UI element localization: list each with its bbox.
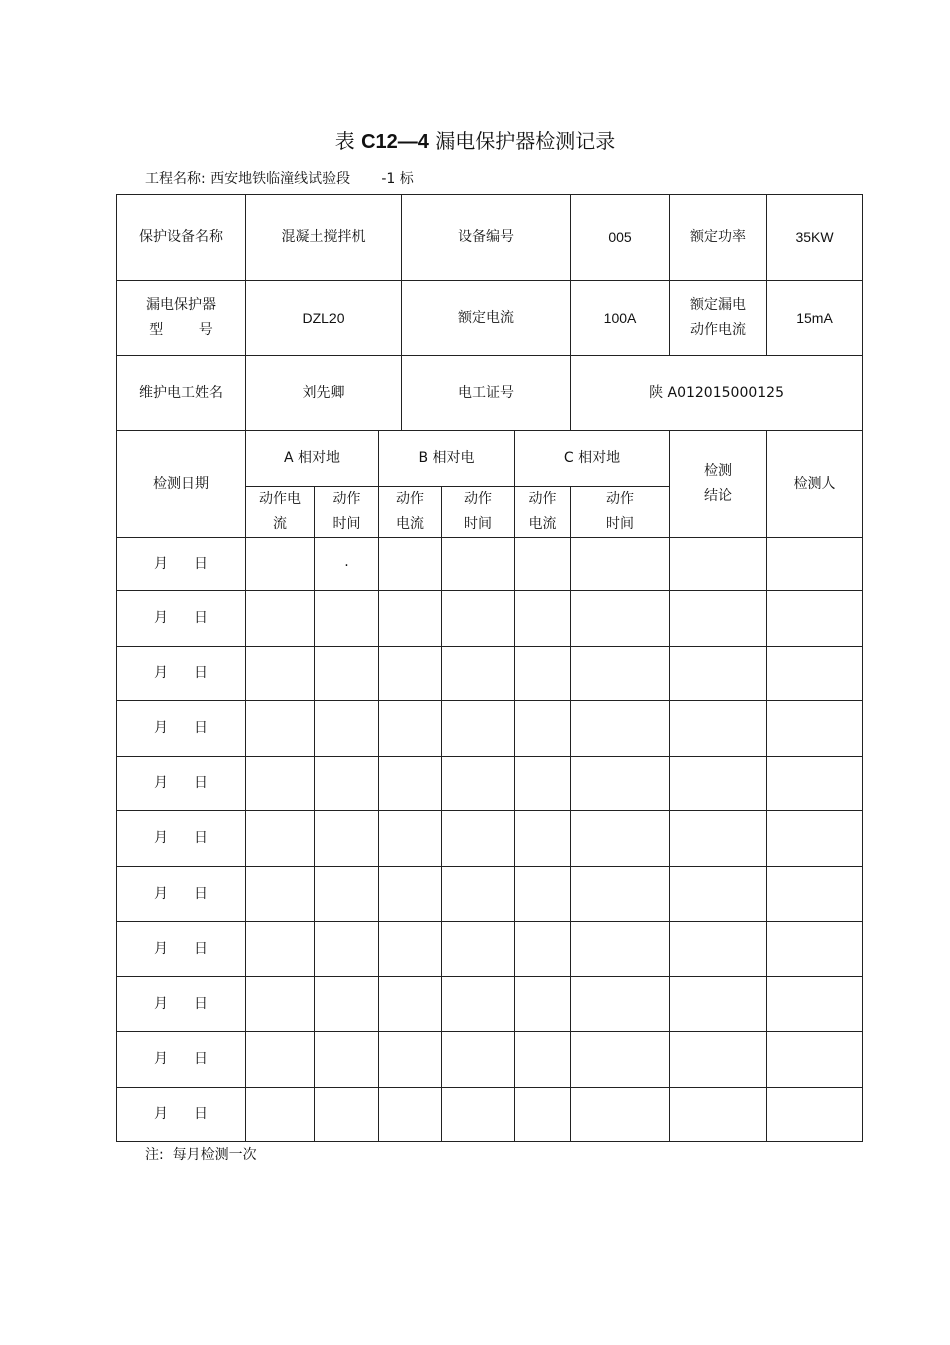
table-row: [117, 922, 863, 977]
a-time-cell[interactable]: [315, 647, 379, 701]
date-cell: [117, 538, 246, 591]
b-time-cell[interactable]: [442, 811, 515, 867]
a-current-cell[interactable]: [246, 867, 315, 922]
date-cell: [117, 922, 246, 977]
b-current-cell[interactable]: [379, 591, 442, 647]
header-phase-a: A 相对地: [246, 431, 379, 487]
day-label: 日: [194, 610, 208, 626]
result-cell[interactable]: [670, 811, 767, 867]
sub-line1: 动作电: [259, 491, 301, 507]
sub-line1: 动作: [464, 491, 493, 507]
c-time-cell[interactable]: [571, 977, 670, 1032]
inspector-cell[interactable]: [767, 538, 863, 591]
footnote: 注: 每月检测一次: [145, 1147, 257, 1163]
result-cell[interactable]: [670, 1088, 767, 1142]
a-current-cell[interactable]: [246, 977, 315, 1032]
a-time-cell[interactable]: [315, 538, 379, 591]
project-value: 西安地铁临潼线试验段: [210, 171, 351, 187]
month-label: 月: [154, 555, 168, 572]
a-time-cell[interactable]: [315, 867, 379, 922]
header-date: 检测日期: [117, 431, 246, 538]
a-current-cell[interactable]: [246, 922, 315, 977]
a-current-cell[interactable]: [246, 1032, 315, 1088]
a-time-cell[interactable]: [315, 811, 379, 867]
a-time-cell[interactable]: [315, 1088, 379, 1142]
a-current-cell[interactable]: [246, 701, 315, 757]
leak-current-label: [670, 281, 767, 356]
table-row: [117, 1032, 863, 1088]
inspector-cell[interactable]: [767, 757, 863, 811]
date-cell: [117, 757, 246, 811]
result-cell[interactable]: [670, 647, 767, 701]
month-label: 月: [154, 885, 168, 902]
c-current-cell[interactable]: [515, 1032, 571, 1088]
sub-line2: 电流: [528, 516, 557, 532]
b-current-cell[interactable]: [379, 1088, 442, 1142]
c-current-cell[interactable]: [515, 591, 571, 647]
breaker-model-label-line1: 漏电保护器: [146, 297, 216, 313]
result-cell[interactable]: [670, 922, 767, 977]
sub-line1: 动作: [396, 491, 424, 507]
sub-line1: 动作: [606, 491, 635, 507]
header-sub-a-time: [315, 487, 379, 538]
table-row: [117, 811, 863, 867]
inspector-cell[interactable]: [767, 701, 863, 757]
a-time-cell[interactable]: [315, 591, 379, 647]
month-label: 月: [154, 830, 168, 846]
a-current-cell[interactable]: [246, 1088, 315, 1142]
result-cell[interactable]: [670, 538, 767, 591]
month-label: 月: [154, 720, 168, 736]
breaker-model-label: [117, 281, 246, 356]
device-row-3: [117, 356, 863, 431]
result-cell[interactable]: [670, 757, 767, 811]
c-time-cell[interactable]: [571, 701, 670, 757]
breaker-model-value: DZL20: [246, 281, 402, 356]
day-label: 日: [194, 555, 208, 572]
month-label: 月: [154, 1051, 168, 1067]
day-label: 日: [194, 775, 208, 791]
a-current-cell[interactable]: [246, 591, 315, 647]
b-time-cell[interactable]: [442, 538, 515, 591]
header-inspector: 检测人: [767, 431, 863, 538]
b-time-cell[interactable]: [442, 1088, 515, 1142]
c-time-cell[interactable]: [571, 867, 670, 922]
b-time-cell[interactable]: [442, 1032, 515, 1088]
header-sub-a-current: [246, 487, 315, 538]
date-cell: [117, 701, 246, 757]
date-cell: [117, 977, 246, 1032]
table-row: [117, 977, 863, 1032]
c-current-cell[interactable]: [515, 922, 571, 977]
date-cell: [117, 1032, 246, 1088]
record-table: [116, 194, 863, 1142]
cert-value: 陕 A012015000125: [571, 356, 863, 431]
b-time-cell[interactable]: [442, 757, 515, 811]
inspector-cell[interactable]: [767, 922, 863, 977]
a-time-cell[interactable]: [315, 701, 379, 757]
header-row-1: [117, 431, 863, 487]
result-cell[interactable]: [670, 591, 767, 647]
a-time-cell[interactable]: [315, 922, 379, 977]
title-name: 漏电保护器检测记录: [435, 129, 616, 153]
page-title: [0, 126, 950, 157]
day-label: 日: [194, 995, 208, 1012]
result-cell[interactable]: [670, 977, 767, 1032]
result-cell[interactable]: [670, 867, 767, 922]
cert-label: 电工证号: [402, 356, 571, 431]
b-current-cell[interactable]: [379, 701, 442, 757]
device-id-label: 设备编号: [402, 195, 571, 281]
c-time-cell[interactable]: [571, 538, 670, 591]
b-time-cell[interactable]: [442, 867, 515, 922]
sub-line1: 动作: [528, 491, 557, 507]
result-cell[interactable]: [670, 1032, 767, 1088]
sub-line2: 时间: [606, 516, 635, 532]
b-current-cell[interactable]: [379, 922, 442, 977]
table-row: [117, 591, 863, 647]
day-label: 日: [194, 665, 208, 681]
rated-current-value: 100A: [571, 281, 670, 356]
b-time-cell[interactable]: [442, 922, 515, 977]
project-label: 工程名称:: [145, 171, 206, 187]
device-id-value: 005: [571, 195, 670, 281]
a-current-cell[interactable]: [246, 757, 315, 811]
header-sub-b-current: [379, 487, 442, 538]
c-time-cell[interactable]: [571, 647, 670, 701]
day-label: 日: [194, 1106, 208, 1122]
c-current-cell[interactable]: [515, 647, 571, 701]
c-current-cell[interactable]: [515, 757, 571, 811]
a-time-cell[interactable]: [315, 757, 379, 811]
c-current-cell[interactable]: [515, 701, 571, 757]
sub-line2: 时间: [464, 516, 493, 532]
electrician-label: 维护电工姓名: [117, 356, 246, 431]
project-section: -1 标: [381, 171, 414, 187]
title-code: C12—4: [361, 131, 429, 153]
c-time-cell[interactable]: [571, 1088, 670, 1142]
rated-power-value: 35KW: [767, 195, 863, 281]
inspector-cell[interactable]: [767, 1032, 863, 1088]
b-current-cell[interactable]: [379, 647, 442, 701]
month-label: 月: [154, 665, 168, 681]
c-time-cell[interactable]: [571, 591, 670, 647]
table-row: [117, 538, 863, 591]
device-row-1: [117, 195, 863, 281]
inspector-cell[interactable]: [767, 977, 863, 1032]
a-time-cell[interactable]: [315, 977, 379, 1032]
breaker-model-label-line2: 型 号: [149, 322, 213, 338]
device-name-value: 混凝土搅拌机: [246, 195, 402, 281]
inspector-cell[interactable]: [767, 1088, 863, 1142]
result-cell[interactable]: [670, 701, 767, 757]
day-label: 日: [194, 1051, 208, 1067]
header-result-line2: 结论: [704, 488, 733, 504]
month-label: 月: [154, 610, 168, 626]
day-label: 日: [194, 940, 208, 957]
c-time-cell[interactable]: [571, 922, 670, 977]
c-time-cell[interactable]: [571, 757, 670, 811]
c-current-cell[interactable]: [515, 867, 571, 922]
b-current-cell[interactable]: [379, 811, 442, 867]
b-current-cell[interactable]: [379, 977, 442, 1032]
c-current-cell[interactable]: [515, 977, 571, 1032]
header-phase-b: B 相对电: [379, 431, 515, 487]
inspector-cell[interactable]: [767, 811, 863, 867]
inspector-cell[interactable]: [767, 867, 863, 922]
a-current-cell[interactable]: [246, 811, 315, 867]
a-time-mark: .: [344, 554, 349, 570]
table-row: [117, 757, 863, 811]
table-row: [117, 867, 863, 922]
a-current-cell[interactable]: [246, 538, 315, 591]
b-time-cell[interactable]: [442, 591, 515, 647]
rated-power-label: 额定功率: [670, 195, 767, 281]
header-phase-c: C 相对地: [515, 431, 670, 487]
c-time-cell[interactable]: [571, 811, 670, 867]
b-time-cell[interactable]: [442, 647, 515, 701]
leak-current-label-line2: 动作电流: [690, 322, 747, 338]
c-current-cell[interactable]: [515, 538, 571, 591]
date-cell: [117, 591, 246, 647]
c-current-cell[interactable]: [515, 811, 571, 867]
device-row-2: [117, 281, 863, 356]
rated-current-label: 额定电流: [402, 281, 571, 356]
electrician-value: 刘先卿: [246, 356, 402, 431]
table-row: [117, 647, 863, 701]
month-label: 月: [154, 775, 168, 791]
b-time-cell[interactable]: [442, 701, 515, 757]
sub-line2: 流: [273, 516, 287, 532]
month-label: 月: [154, 995, 168, 1012]
sub-line2: 时间: [332, 516, 361, 532]
day-label: 日: [194, 830, 208, 846]
date-cell: [117, 1088, 246, 1142]
day-label: 日: [194, 720, 208, 736]
a-time-cell[interactable]: [315, 1032, 379, 1088]
title-prefix: 表: [334, 129, 355, 153]
header-result-line1: 检测: [704, 463, 733, 479]
leak-current-label-line1: 额定漏电: [690, 297, 747, 313]
month-label: 月: [154, 1106, 168, 1122]
b-current-cell[interactable]: [379, 757, 442, 811]
header-sub-c-current: [515, 487, 571, 538]
table-row: [117, 701, 863, 757]
c-current-cell[interactable]: [515, 1088, 571, 1142]
header-sub-c-time: [571, 487, 670, 538]
inspector-cell[interactable]: [767, 647, 863, 701]
header-sub-b-time: [442, 487, 515, 538]
b-current-cell[interactable]: [379, 1032, 442, 1088]
day-label: 日: [194, 885, 208, 902]
b-current-cell[interactable]: [379, 867, 442, 922]
sub-line1: 动作: [332, 491, 361, 507]
sub-line2: 电流: [396, 516, 424, 532]
project-line: [145, 169, 414, 189]
b-current-cell[interactable]: [379, 538, 442, 591]
a-current-cell[interactable]: [246, 647, 315, 701]
leak-current-value: 15mA: [767, 281, 863, 356]
month-label: 月: [154, 940, 168, 957]
inspector-cell[interactable]: [767, 591, 863, 647]
header-result: [670, 431, 767, 538]
table-row: [117, 1088, 863, 1142]
date-cell: [117, 811, 246, 867]
date-cell: [117, 647, 246, 701]
device-name-label: 保护设备名称: [117, 195, 246, 281]
b-time-cell[interactable]: [442, 977, 515, 1032]
date-cell: [117, 867, 246, 922]
c-time-cell[interactable]: [571, 1032, 670, 1088]
